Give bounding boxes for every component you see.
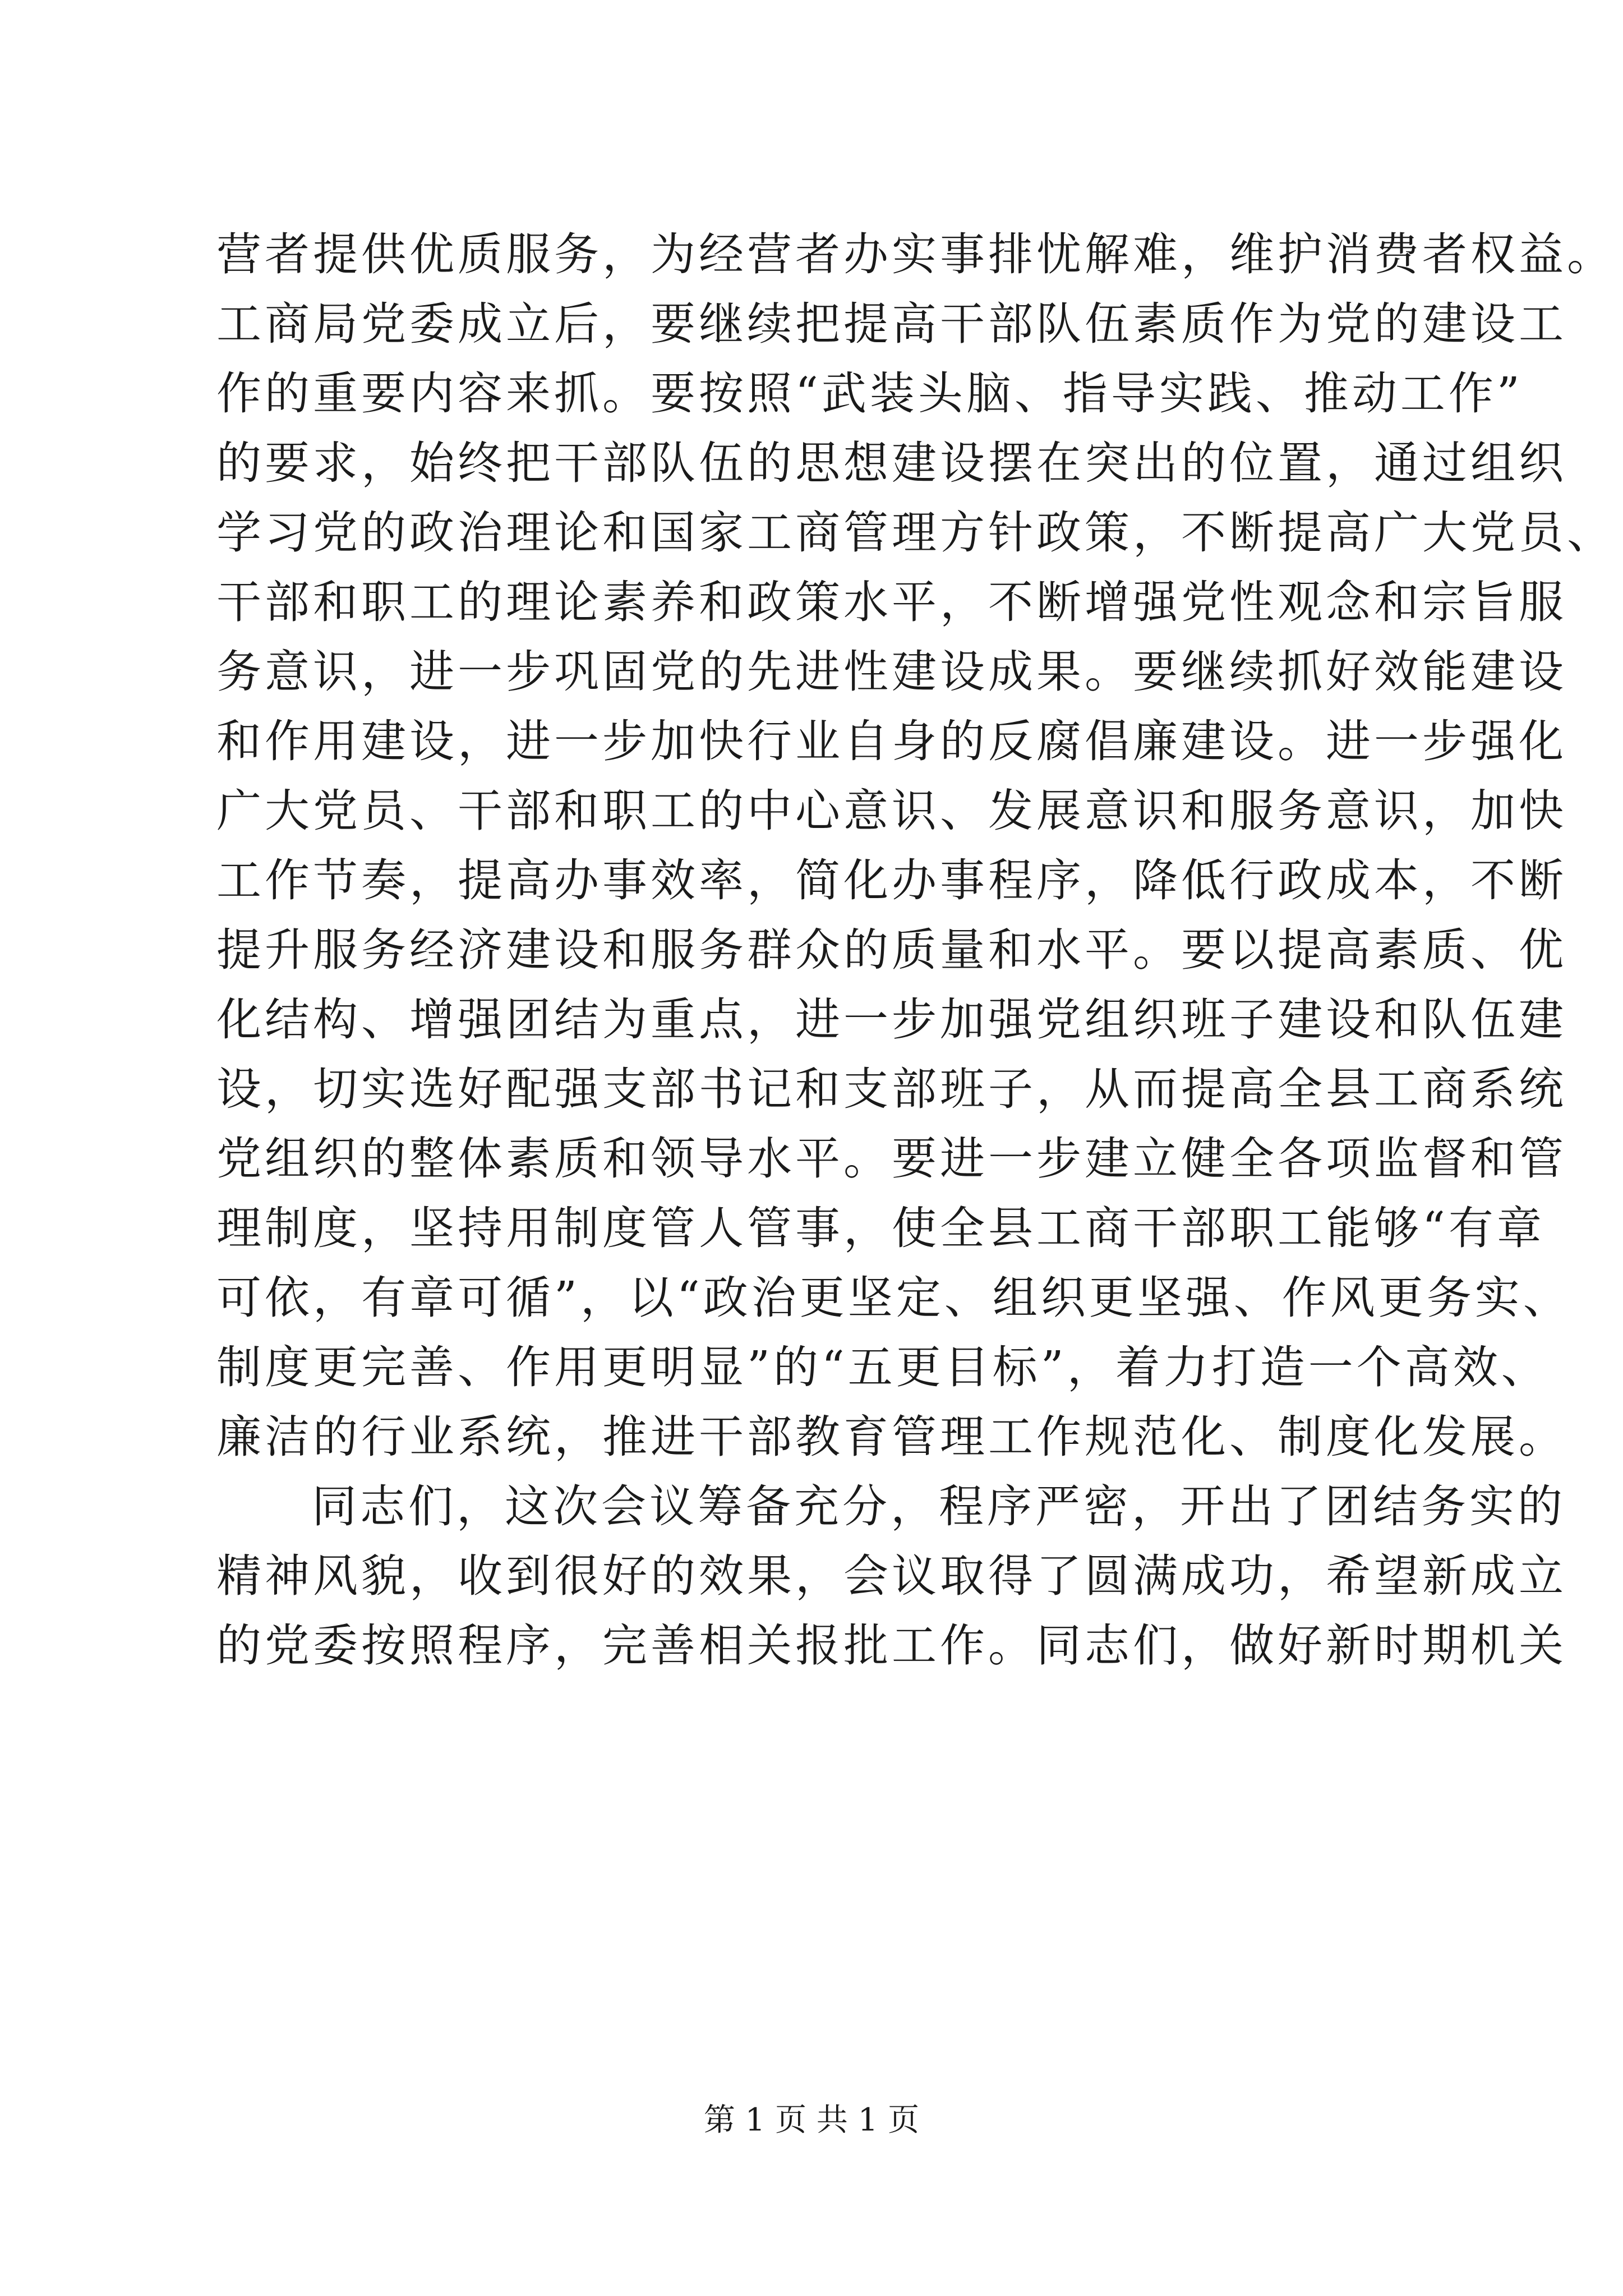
text-line: 和作用建设，进一步加快行业自身的反腐倡廉建设。进一步强化 <box>216 715 1567 767</box>
text-line: 化结构、增强团结为重点，进一步加强党组织班子建设和队伍建 <box>216 993 1567 1046</box>
text-line: 设，切实选好配强支部书记和支部班子，从而提高全县工商系统 <box>216 1063 1567 1115</box>
text-line: 学习党的政治理论和国家工商管理方针政策，不断提高广大党员、 <box>216 507 1615 559</box>
text-line: 理制度，坚持用制度管人管事，使全县工商干部职工能够“有章 <box>216 1202 1545 1254</box>
text-line: 的要求，始终把干部队伍的思想建设摆在突出的位置，通过组织 <box>216 437 1567 489</box>
text-line: 廉洁的行业系统，推进干部教育管理工作规范化、制度化发展。 <box>216 1411 1567 1463</box>
text-line: 广大党员、干部和职工的中心意识、发展意识和服务意识，加快 <box>216 785 1567 837</box>
text-line: 干部和职工的理论素养和政策水平，不断增强党性观念和宗旨服 <box>216 576 1567 628</box>
text-line: 精神风貌，收到很好的效果，会议取得了圆满成功，希望新成立 <box>216 1550 1567 1602</box>
text-line: 制度更完善、作用更明显”的“五更目标”，着力打造一个高效、 <box>216 1341 1550 1393</box>
text-line: 工作节奏，提高办事效率，简化办事程序，降低行政成本，不断 <box>216 854 1567 907</box>
text-line: 营者提供优质服务，为经营者办实事排忧解难，维护消费者权益。 <box>216 228 1615 280</box>
text-line: 可依，有章可循”，以“政治更坚定、组织更坚强、作风更务实、 <box>216 1272 1571 1324</box>
text-line: 务意识，进一步巩固党的先进性建设成果。要继续抓好效能建设 <box>216 646 1567 698</box>
text-line: 工商局党委成立后，要继续把提高干部队伍素质作为党的建设工 <box>216 298 1567 350</box>
body-text <box>216 220 1615 1681</box>
text-line: 提升服务经济建设和服务群众的质量和水平。要以提高素质、优 <box>216 924 1567 976</box>
text-line: 党组织的整体素质和领导水平。要进一步建立健全各项监督和管 <box>216 1133 1567 1185</box>
text-line: 作的重要内容来抓。要按照“武装头脑、指导实践、推动工作” <box>216 367 1523 420</box>
text-line: 的党委按照程序，完善相关报批工作。同志们，做好新时期机关 <box>216 1619 1567 1672</box>
page-footer: 第 1 页 共 1 页 <box>703 2102 920 2138</box>
paragraph-first-line: 同志们，这次会议筹备充分，程序严密，开出了团结务实的 <box>312 1480 1566 1533</box>
